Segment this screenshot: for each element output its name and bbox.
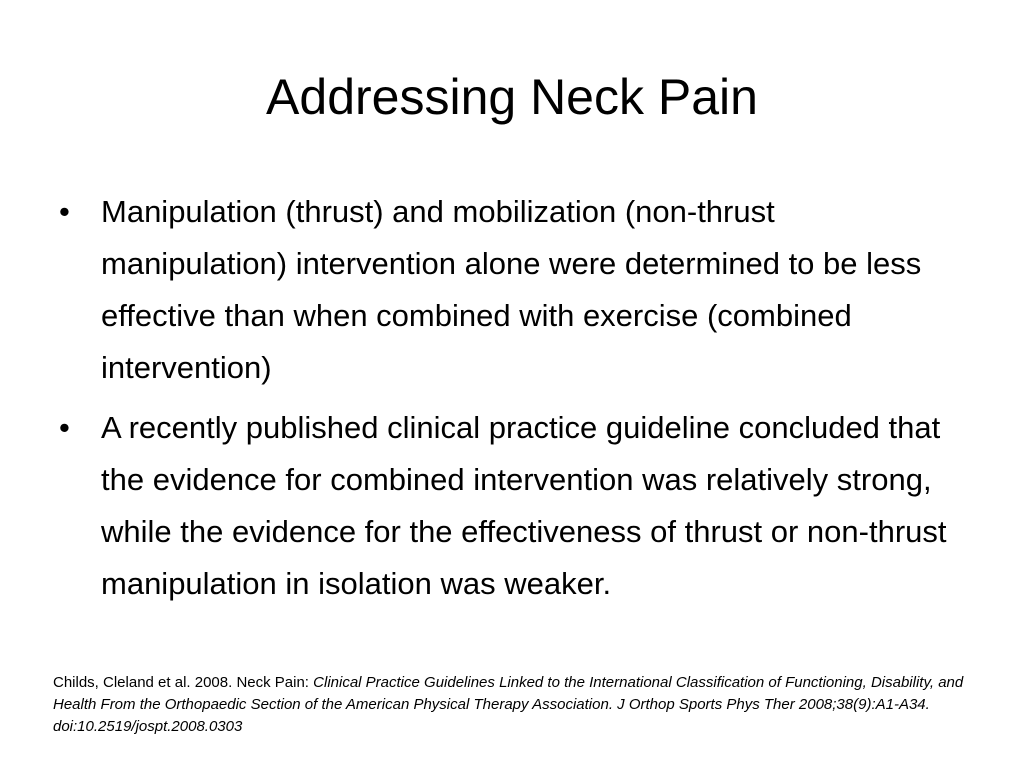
bullet-text: Manipulation (thrust) and mobilization (non-thrust manipulation) intervention alone were determined to be less effective than when combined with exercise (combined intervention) (101, 194, 922, 385)
bullet-list (56, 186, 956, 618)
bullet-text: A recently published clinical practice guideline concluded that the evidence for combined intervention was relatively strong, while the evidence for the effectiveness of thrust or non-thrust manipulation in isolation was weaker. (101, 410, 947, 601)
bullet-item (56, 402, 956, 610)
bullet-icon: • (59, 194, 70, 229)
citation (53, 672, 983, 738)
citation-italic: Clinical Practice Guidelines Linked to the International Classification of Functioning, Disability, and Health From the Orthopaedic Section of the American Physical Therapy Association. J Orthop Sports Phys Ther 2008;38(9):A1-A34. doi:10.2519/jospt.2008.0303 (53, 674, 964, 735)
citation-plain: Childs, Cleland et al. 2008. Neck Pain: (53, 674, 314, 691)
bullet-item (56, 186, 956, 394)
slide-title: Addressing Neck Pain (266, 69, 758, 125)
bullet-icon: • (59, 410, 70, 445)
